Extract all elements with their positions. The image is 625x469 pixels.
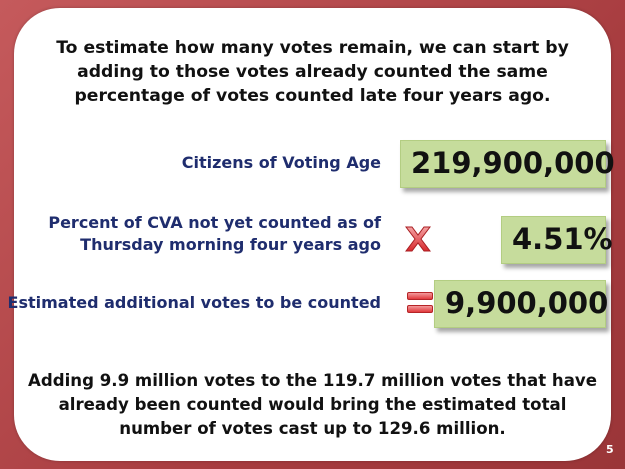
multiply-icon (401, 222, 435, 256)
percent-label (48, 212, 381, 256)
intro-text: To estimate how many votes remain, we can start by adding to those votes already counted the same percentage of votes counted late four years ago. (56, 38, 569, 106)
percent-label-line2: Thursday morning four years ago (80, 235, 381, 254)
page-number: 5 (606, 443, 614, 456)
percent-label-line1: Percent of CVA not yet counted as of (48, 213, 381, 232)
summary-text: Adding 9.9 million votes to the 119.7 million votes that have already been counted would bring the estimated total number of votes cast up to 129.6 million. (28, 371, 597, 438)
additional-votes-value: 9,900,000 (434, 280, 606, 328)
citizens-value: 219,900,000 (400, 140, 606, 188)
equals-icon (407, 292, 433, 314)
equals-bar-top (407, 292, 433, 300)
equals-bar-bottom (407, 305, 433, 313)
citizens-label: Citizens of Voting Age (181, 153, 381, 172)
percent-value: 4.51% (501, 216, 606, 264)
additional-votes-label: Estimated additional votes to be counted (7, 293, 381, 312)
